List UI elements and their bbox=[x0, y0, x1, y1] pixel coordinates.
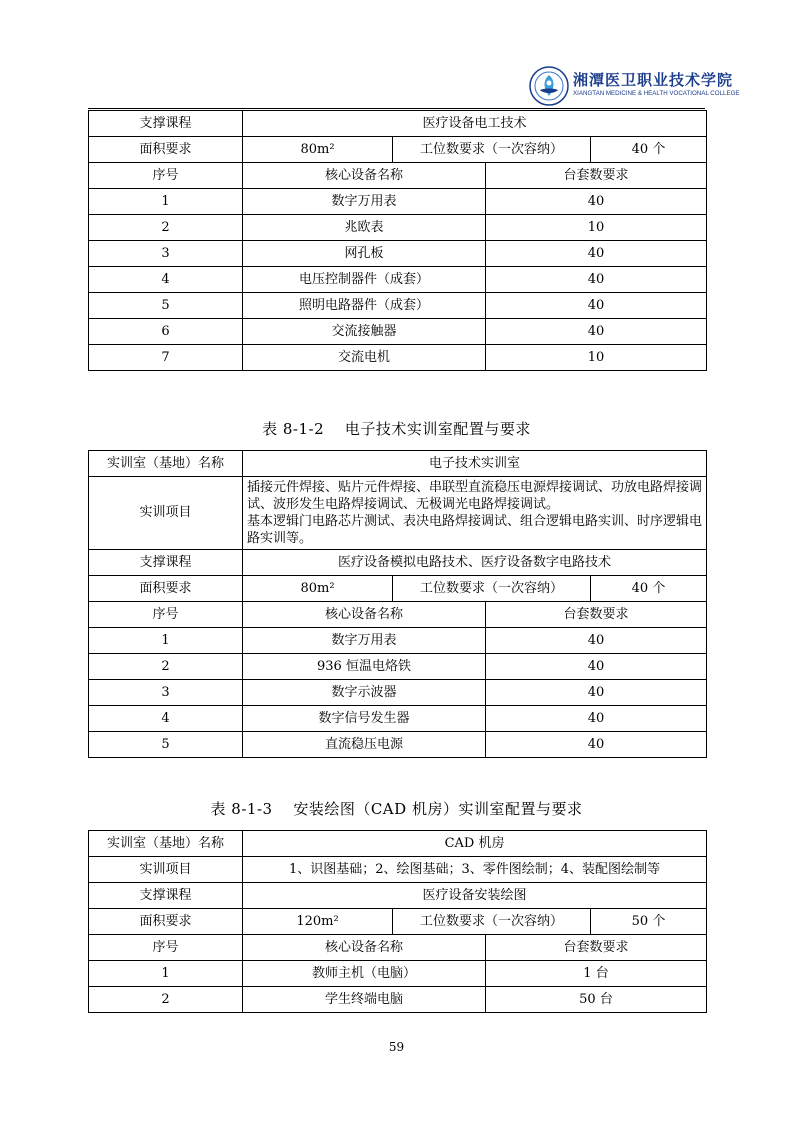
room-label: 实训室（基地）名称 bbox=[89, 831, 243, 857]
table-row bbox=[89, 345, 707, 371]
table-row bbox=[89, 477, 707, 550]
logo-chinese-name: 湘潭医卫职业技术学院 bbox=[573, 71, 734, 89]
project-line-2: 基本逻辑门电路芯片测试、表决电路焊接调试、组合逻辑电路实训、时序逻辑电路实训等。 bbox=[247, 514, 703, 546]
row-qty: 50 台 bbox=[486, 987, 707, 1013]
course-label: 支撑课程 bbox=[89, 883, 243, 909]
table-electrical-lab bbox=[88, 110, 707, 371]
row-name: 兆欧表 bbox=[243, 215, 486, 241]
row-qty: 40 bbox=[486, 267, 707, 293]
table-caption-3: 表 8-1-3 安装绘图（CAD 机房）实训室配置与要求 bbox=[210, 800, 583, 818]
table-row bbox=[89, 451, 707, 477]
logo-english-name: XIANGTAN MEDICINE & HEALTH VOCATIONAL COLLEGE bbox=[573, 90, 740, 97]
table-row bbox=[89, 883, 707, 909]
row-qty: 40 bbox=[486, 732, 707, 758]
table-row bbox=[89, 550, 707, 576]
row-qty: 40 bbox=[486, 293, 707, 319]
row-no: 1 bbox=[89, 961, 243, 987]
row-qty: 40 bbox=[486, 319, 707, 345]
row-no: 5 bbox=[89, 293, 243, 319]
table-row bbox=[89, 111, 707, 137]
row-name: 学生终端电脑 bbox=[243, 987, 486, 1013]
row-name: 电压控制器件（成套） bbox=[243, 267, 486, 293]
column-header-name: 核心设备名称 bbox=[243, 602, 486, 628]
row-qty: 40 bbox=[486, 654, 707, 680]
row-name: 直流稳压电源 bbox=[243, 732, 486, 758]
column-header-qty: 台套数要求 bbox=[486, 602, 707, 628]
table-row bbox=[89, 319, 707, 345]
row-name: 照明电路器件（成套） bbox=[243, 293, 486, 319]
station-value: 40 个 bbox=[591, 137, 707, 163]
area-value: 120m² bbox=[243, 909, 393, 935]
row-no: 4 bbox=[89, 267, 243, 293]
row-qty: 10 bbox=[486, 345, 707, 371]
table-row bbox=[89, 576, 707, 602]
project-label: 实训项目 bbox=[89, 857, 243, 883]
row-qty: 40 bbox=[486, 189, 707, 215]
table-row bbox=[89, 137, 707, 163]
table-row bbox=[89, 293, 707, 319]
table-row bbox=[89, 732, 707, 758]
table-row bbox=[89, 909, 707, 935]
table-row bbox=[89, 654, 707, 680]
project-line-1: 插接元件焊接、贴片元件焊接、串联型直流稳压电源焊接调试、功放电路焊接调试、波形发生电路焊接调试、无极调光电路焊接调试。 bbox=[247, 480, 703, 512]
page-header bbox=[88, 66, 740, 108]
column-header-qty: 台套数要求 bbox=[486, 163, 707, 189]
area-value: 80m² bbox=[243, 137, 393, 163]
row-no: 2 bbox=[89, 987, 243, 1013]
row-no: 2 bbox=[89, 215, 243, 241]
table-row bbox=[89, 831, 707, 857]
column-header-no: 序号 bbox=[89, 163, 243, 189]
course-value: 医疗设备电工技术 bbox=[243, 111, 707, 137]
table-header-row bbox=[89, 935, 707, 961]
station-label: 工位数要求（一次容纳） bbox=[393, 576, 591, 602]
table-row bbox=[89, 706, 707, 732]
project-value bbox=[243, 477, 707, 550]
row-name: 交流接触器 bbox=[243, 319, 486, 345]
project-value: 1、识图基础；2、绘图基础；3、零件图绘制；4、装配图绘制等 bbox=[243, 857, 707, 883]
row-name: 数字万用表 bbox=[243, 189, 486, 215]
project-label: 实训项目 bbox=[89, 477, 243, 550]
row-qty: 1 台 bbox=[486, 961, 707, 987]
row-qty: 40 bbox=[486, 628, 707, 654]
table-row bbox=[89, 961, 707, 987]
table-row bbox=[89, 189, 707, 215]
page-number: 59 bbox=[388, 1040, 405, 1054]
row-name: 936 恒温电烙铁 bbox=[243, 654, 486, 680]
table-caption-2: 表 8-1-2 电子技术实训室配置与要求 bbox=[262, 420, 531, 438]
row-no: 2 bbox=[89, 654, 243, 680]
row-name: 数字示波器 bbox=[243, 680, 486, 706]
row-no: 1 bbox=[89, 189, 243, 215]
row-no: 1 bbox=[89, 628, 243, 654]
table-row bbox=[89, 241, 707, 267]
column-header-no: 序号 bbox=[89, 602, 243, 628]
table-electronics-lab bbox=[88, 450, 707, 758]
course-value: 医疗设备模拟电路技术、医疗设备数字电路技术 bbox=[243, 550, 707, 576]
table-row bbox=[89, 857, 707, 883]
college-logo bbox=[529, 66, 740, 106]
table-header-row bbox=[89, 602, 707, 628]
course-label: 支撑课程 bbox=[89, 550, 243, 576]
table-cad-lab bbox=[88, 830, 707, 1013]
row-qty: 40 bbox=[486, 680, 707, 706]
course-label: 支撑课程 bbox=[89, 111, 243, 137]
station-value: 50 个 bbox=[591, 909, 707, 935]
college-emblem-icon bbox=[529, 66, 569, 106]
row-name: 网孔板 bbox=[243, 241, 486, 267]
row-name: 教师主机（电脑） bbox=[243, 961, 486, 987]
row-qty: 40 bbox=[486, 706, 707, 732]
row-name: 数字信号发生器 bbox=[243, 706, 486, 732]
row-name: 交流电机 bbox=[243, 345, 486, 371]
row-no: 4 bbox=[89, 706, 243, 732]
row-qty: 40 bbox=[486, 241, 707, 267]
table-row bbox=[89, 267, 707, 293]
table-row bbox=[89, 215, 707, 241]
row-no: 7 bbox=[89, 345, 243, 371]
table-row bbox=[89, 680, 707, 706]
row-no: 6 bbox=[89, 319, 243, 345]
row-no: 3 bbox=[89, 241, 243, 267]
header-rule bbox=[88, 108, 705, 109]
row-no: 3 bbox=[89, 680, 243, 706]
column-header-qty: 台套数要求 bbox=[486, 935, 707, 961]
station-label: 工位数要求（一次容纳） bbox=[393, 137, 591, 163]
column-header-name: 核心设备名称 bbox=[243, 935, 486, 961]
room-value: CAD 机房 bbox=[243, 831, 707, 857]
area-label: 面积要求 bbox=[89, 137, 243, 163]
row-name: 数字万用表 bbox=[243, 628, 486, 654]
course-value: 医疗设备安装绘图 bbox=[243, 883, 707, 909]
station-value: 40 个 bbox=[591, 576, 707, 602]
column-header-no: 序号 bbox=[89, 935, 243, 961]
column-header-name: 核心设备名称 bbox=[243, 163, 486, 189]
station-label: 工位数要求（一次容纳） bbox=[393, 909, 591, 935]
room-value: 电子技术实训室 bbox=[243, 451, 707, 477]
table-row bbox=[89, 987, 707, 1013]
table-header-row bbox=[89, 163, 707, 189]
area-label: 面积要求 bbox=[89, 576, 243, 602]
row-qty: 10 bbox=[486, 215, 707, 241]
area-value: 80m² bbox=[243, 576, 393, 602]
room-label: 实训室（基地）名称 bbox=[89, 451, 243, 477]
table-row bbox=[89, 628, 707, 654]
area-label: 面积要求 bbox=[89, 909, 243, 935]
row-no: 5 bbox=[89, 732, 243, 758]
